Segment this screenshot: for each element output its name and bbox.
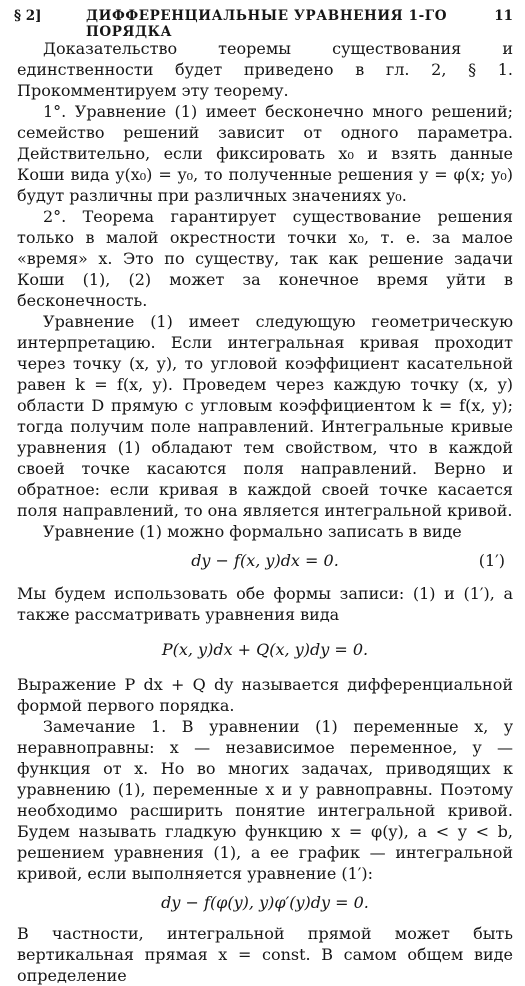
paragraph-geometric-interpretation: Уравнение (1) имеет следующую геометрическую интерпретацию. Если интегральная кривая проходит через точку (x, y), то угловой коэффициент касательной равен k = f(x, y). Проведем через каждую точку (x, y) области D прямую с угловым коэффициентом k = f(x, y); тогда получим поле направлений. Интегральные кривые уравнения (1) обладают тем свойством, что в каждой своей точке касаются поля направлений. Верно и обратное: если кривая в каждой своей точке касается поля направлений, то она является интегральной кривой. [17,312,513,520]
paragraph-vertical-line: В частности, интегральной прямой может быть вертикальная прямая x = const. В самом общем виде определение [17,924,513,985]
equation-1-prime-number: (1′) [478,551,505,570]
paragraph-remark-2: 2°. Теорема гарантирует существование решения только в малой окрестности точки x₀, т. е. за малое «время» x. Это по существу, так как решение задачи Коши (1), (2) может за конечное время уйти в бесконечность. [17,207,513,310]
equation-differential-form [17,639,513,660]
paragraph-remark-1: 1°. Уравнение (1) имеет бесконечно много решений; семейство решений зависит от одного параметра. Действительно, если фиксировать x₀ и взять данные Коши вида y(x₀) = y₀, то полученные решения y = φ(x; y₀) будут различны при различных значениях y₀. [17,102,513,205]
paragraph-differential-form-definition: Выражение P dx + Q dy называется дифференциальной формой первого порядка. [17,675,513,715]
paragraph-formal-notation: Уравнение (1) можно формально записать в виде [43,522,462,541]
equation-differential-form-body: P(x, y)dx + Q(x, y)dy = 0. [161,640,369,659]
equation-inverse-solution-body: dy − f(φ(y), y)φ′(y)dy = 0. [161,893,369,912]
equation-inverse-solution [17,892,513,913]
running-header [14,8,513,40]
paragraph-both-forms: Мы будем использовать обе формы записи: (1) и (1′), а также рассматривать уравнения вида [17,584,513,624]
header-chapter-title: ДИФФЕРЕНЦИАЛЬНЫЕ УРАВНЕНИЯ 1-ГО ПОРЯДКА [86,8,448,40]
equation-1-prime-body: dy − f(x, y)dx = 0. [191,551,339,570]
header-section-ref: § 2] [14,8,42,24]
page-body [17,38,513,986]
equation-1-prime [17,550,513,571]
page-number: 11 [494,8,513,24]
paragraph-note-1: Замечание 1. В уравнении (1) переменные x, y неравноправны: x — независимое переменное, y — функция от x. Но во многих задачах, приводящих к уравнению (1), переменные x и y равноправны. Поэтому необходимо расширить понятие интегральной кривой. Будем называть гладкую функцию x = φ(y), a < y < b, решением уравнения (1), а ее график — интегральной кривой, если выполняется уравнение (1′): [17,717,513,883]
paragraph-intro: Доказательство теоремы существования и единственности будет приведено в гл. 2, § 1. Прокомментируем эту теорему. [17,39,513,100]
